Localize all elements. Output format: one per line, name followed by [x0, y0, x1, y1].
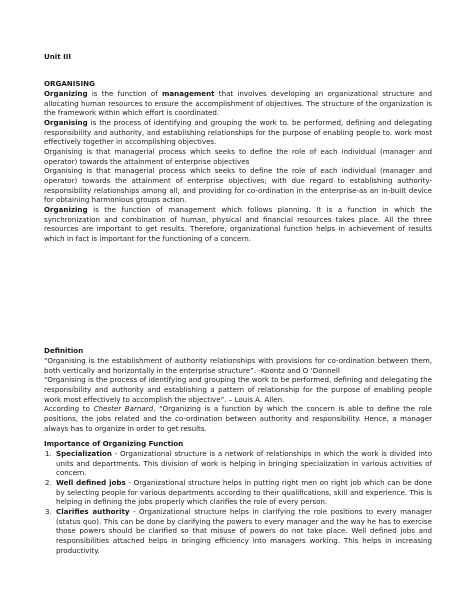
list-number: 1.	[45, 449, 52, 458]
paragraph-1: Organizing is the function of management that involves developing an organizational structure and allocating human resources to ensure the accomplishment of objectives. The structure of the organization is the framework within which effort is coordinated.	[44, 89, 432, 118]
list-item-title: Specialization	[56, 449, 112, 458]
definition-allen: “Organising is the process of identifying and grouping the work to be performed, defining and delegating the responsibility and authority and establishing a pattern of relationship for the purpose of enabling people work most effectively to accomplish the objective”. – Louis A. Allen.	[44, 375, 432, 404]
organising-body	[44, 89, 432, 244]
list-number: 3.	[45, 506, 52, 516]
term-organising: Organising	[44, 117, 88, 127]
list-item	[44, 507, 432, 555]
document-page	[44, 0, 432, 613]
section-heading: ORGANISING	[44, 79, 95, 88]
list-item	[44, 478, 432, 507]
definition-body	[44, 356, 432, 433]
list-item-text: - Organizational structure helps in clarifying the role positions to every manager (status quo). This can be done by clarifying the powers to every manager and the way he has to exercise those powers should be clarified so that misuse of powers do not take place. Well defined jobs and responsibilities attached helps in bringing efficiency into managers working. This helps in increasing productivity.	[56, 506, 432, 555]
term-management: management	[161, 89, 215, 98]
importance-heading: Importance of Organizing Function	[44, 439, 184, 448]
list-item-text: - Organizational structure helps in putting right men on right job which can be done by selecting people for various departments according to their qualifications, skill and experience. This is helping in defining the jobs properly which clarifies the role of every person.	[56, 477, 432, 507]
list-number: 2.	[45, 477, 52, 487]
paragraph-4: Organising is that managerial process which seeks to define the role of each individual (manager and operator) towards the attainment of enterprise objectives; with due regard to establishing authority-responsibility relationships among all; and providing for co-ordination in the enterprise-as an in-built device for obtaining harmonious groups action.	[44, 166, 432, 205]
list-item	[44, 449, 432, 478]
paragraph-2: Organising is the process of identifying and grouping the work to. be performed, defining and delegating responsibility and authority, and establishing relationships for the purpose of enabling people to. work most effectively together in accomplishing objectives.	[44, 117, 432, 147]
list-item-text: - Organizational structure is a network of relationships in which the work is divided into units and departments. This division of work is helping in bringing specialization in various activities of concern.	[56, 449, 432, 478]
definition-koontz: “Organising is the establishment of authority relationships with provisions for co-ordination between them, both vertically and horizontally in the enterprise structure”. -Koontz and O ‘Donnell	[44, 356, 432, 375]
paragraph-3: Organising is that managerial process which seeks to define the role of each individual (manager and operator) towards the attainment of enterprise objectives	[44, 146, 432, 166]
unit-title: Unit III	[44, 52, 72, 61]
term-organizing: Organizing	[44, 89, 88, 98]
list-item-title: Clarifies authority	[56, 506, 130, 516]
list-item-title: Well defined jobs	[56, 477, 126, 487]
definition-heading: Definition	[44, 346, 84, 355]
definition-barnard: According to Chester Barnard, “Organizing is a function by which the concern is able to define the role positions, the jobs related and the co-ordination between authority and responsibility. Hence, a manager always has to organize in order to get results.	[44, 404, 433, 433]
term-organizing-2: Organizing	[44, 204, 88, 214]
paragraph-5: Organizing is the function of management which follows planning. It is a function in which the synchronization and combination of human, physical and financial resources takes place. All the three resources are important to get results. Therefore, organizational function helps in achievement of results which in fact is important for the functioning of a concern.	[44, 204, 432, 243]
importance-list	[44, 449, 432, 555]
author-name: Chester Barnard	[93, 404, 154, 414]
